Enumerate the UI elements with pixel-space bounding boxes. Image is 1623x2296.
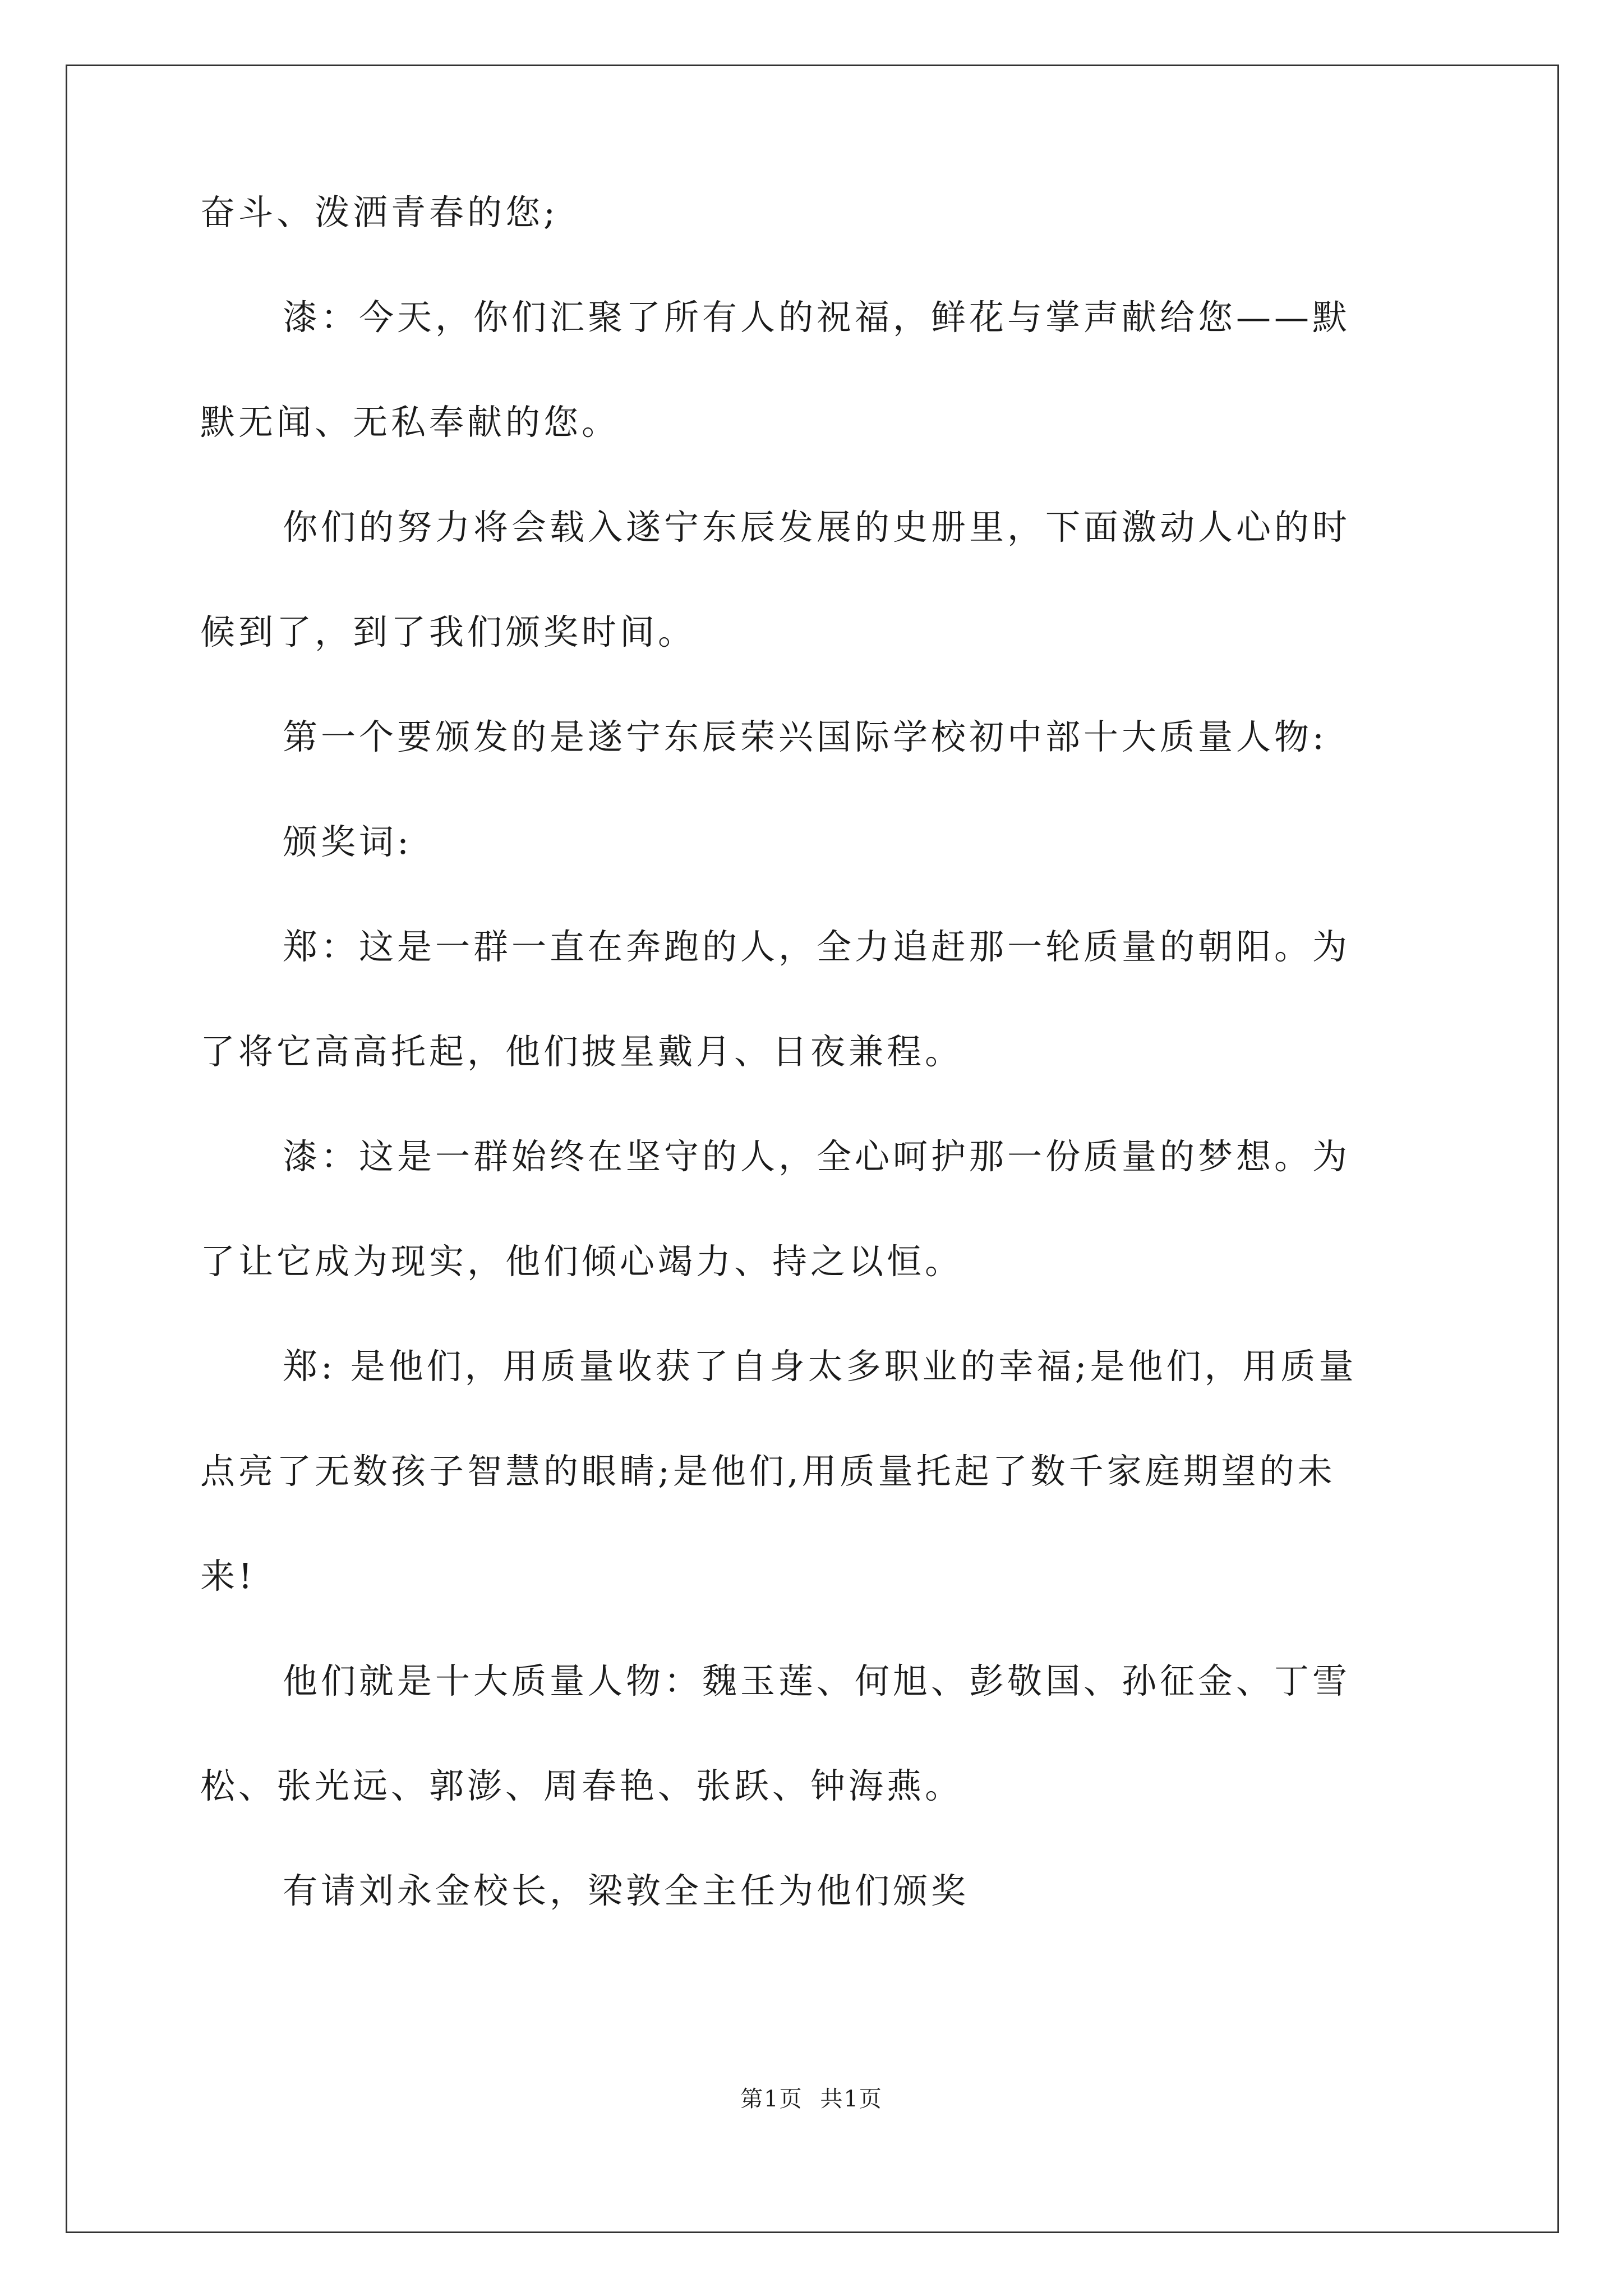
paragraph [200,894,1434,1104]
paragraph [200,160,1434,265]
paragraph-line: 郑: 是他们，用质量收获了自身太多职业的幸福;是他们，用质量 [283,1346,1357,1387]
paragraph [200,1628,1434,1838]
paragraph-line: 他们就是十大质量人物：魏玉莲、何旭、彭敬国、孙征金、丁雪 [283,1660,1351,1701]
paragraph-line: 了将它高高托起，他们披星戴月、日夜兼程。 [200,1031,963,1072]
paragraph-line: 奋斗、泼洒青春的您; [200,192,559,233]
paragraph-line: 了让它成为现实，他们倾心竭力、持之以恒。 [200,1241,963,1282]
paragraph-line: 漆：这是一群始终在坚守的人，全心呵护那一份质量的梦想。为 [283,1136,1351,1177]
paragraph-line: 你们的努力将会载入遂宁东辰发展的史册里，下面激动人心的时 [283,507,1351,547]
page-number: 第1页 [740,2086,803,2112]
paragraph-line: 第一个要颁发的是遂宁东辰荣兴国际学校初中部十大质量人物: [283,716,1327,757]
paragraph-line: 来! [200,1556,256,1596]
paragraph-line: 漆：今天，你们汇聚了所有人的祝福，鲜花与掌声献给您——默 [283,297,1351,338]
page-footer [0,2081,1623,2113]
paragraph-line: 默无闻、无私奉献的您。 [200,402,620,443]
paragraph-line: 点亮了无数孩子智慧的眼睛;是他们,用质量托起了数千家庭期望的未 [200,1451,1336,1492]
paragraph-line: 候到了，到了我们颁奖时间。 [200,611,697,652]
paragraph-line: 有请刘永金校长，梁敦全主任为他们颁奖 [283,1870,970,1911]
paragraph [200,684,1434,789]
paragraph [200,789,1434,894]
paragraph [200,475,1434,684]
paragraph-line: 郑：这是一群一直在奔跑的人，全力追赶那一轮质量的朝阳。为 [283,926,1351,967]
paragraph [200,1838,1434,1943]
paragraph [200,1314,1434,1628]
paragraph [200,1104,1434,1314]
paragraph [200,265,1434,475]
page-total: 共1页 [820,2086,883,2112]
paragraph-line: 颁奖词: [283,821,412,862]
paragraph-line: 松、张光远、郭澎、周春艳、张跃、钟海燕。 [200,1765,963,1806]
